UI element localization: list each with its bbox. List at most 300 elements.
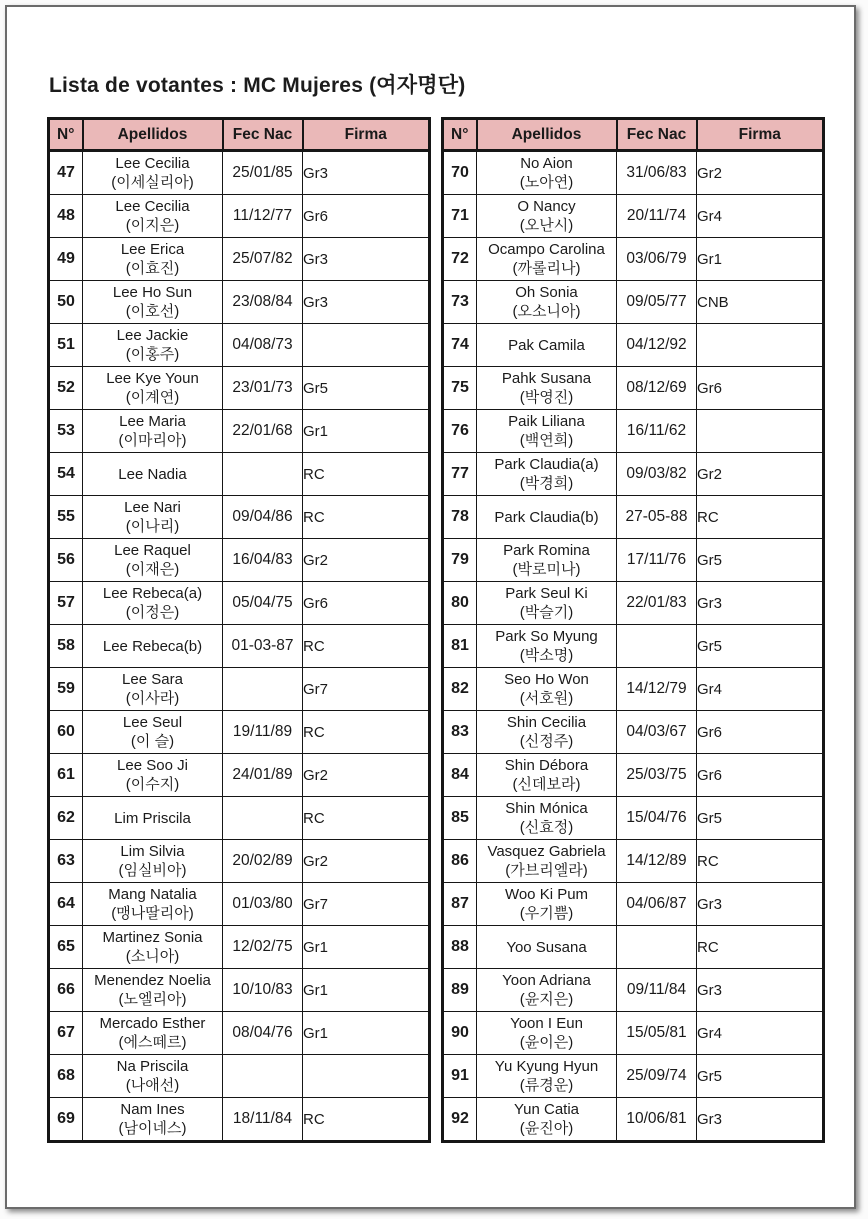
birthdate-cell: 08/12/69 bbox=[617, 367, 697, 410]
column-header-firma: Firma bbox=[303, 119, 430, 151]
name-latin: Lim Priscila bbox=[114, 809, 191, 827]
name-cell bbox=[83, 1012, 223, 1055]
table-row bbox=[443, 324, 824, 367]
birthdate-cell: 05/04/75 bbox=[223, 582, 303, 625]
name-korean: (이홍주) bbox=[125, 346, 180, 363]
column-header-apellidos: Apellidos bbox=[83, 119, 223, 151]
table-row bbox=[443, 926, 824, 969]
firma-cell: Gr3 bbox=[303, 281, 430, 324]
name-korean: (우기쁨) bbox=[519, 905, 574, 922]
table-row bbox=[443, 539, 824, 582]
birthdate-cell: 16/04/83 bbox=[223, 539, 303, 582]
firma-cell: Gr1 bbox=[303, 926, 430, 969]
birthdate-cell: 17/11/76 bbox=[617, 539, 697, 582]
birthdate-cell: 04/06/87 bbox=[617, 883, 697, 926]
name-latin: Mercado Esther bbox=[99, 1015, 206, 1032]
firma-cell: Gr4 bbox=[697, 195, 824, 238]
name-korean: (소니아) bbox=[125, 948, 180, 965]
firma-cell: Gr6 bbox=[697, 367, 824, 410]
table-row bbox=[49, 926, 430, 969]
row-number-cell: 76 bbox=[443, 410, 477, 453]
row-number-cell: 51 bbox=[49, 324, 83, 367]
firma-cell: Gr5 bbox=[697, 539, 824, 582]
birthdate-cell: 01/03/80 bbox=[223, 883, 303, 926]
row-number-cell: 61 bbox=[49, 754, 83, 797]
table-row bbox=[443, 453, 824, 496]
name-korean: (에스떼르) bbox=[118, 1034, 187, 1051]
row-number-cell: 65 bbox=[49, 926, 83, 969]
name-cell bbox=[477, 324, 617, 367]
table-row bbox=[443, 883, 824, 926]
name-korean: (이효진) bbox=[125, 260, 180, 277]
table-row bbox=[49, 969, 430, 1012]
firma-cell: Gr3 bbox=[697, 582, 824, 625]
column-header-firma: Firma bbox=[697, 119, 824, 151]
name-latin: Shin Cecilia bbox=[506, 714, 587, 731]
name-latin: Yoo Susana bbox=[506, 938, 587, 956]
name-latin: Seo Ho Won bbox=[504, 671, 589, 688]
name-cell bbox=[477, 1012, 617, 1055]
birthdate-cell: 08/04/76 bbox=[223, 1012, 303, 1055]
name-korean: (이 슬) bbox=[130, 733, 175, 750]
name-korean: (윤진아) bbox=[519, 1120, 574, 1137]
name-cell bbox=[83, 281, 223, 324]
name-latin: Yoon I Eun bbox=[510, 1015, 583, 1032]
name-latin: Lee Maria bbox=[119, 413, 186, 430]
firma-cell: RC bbox=[697, 496, 824, 539]
birthdate-cell bbox=[223, 797, 303, 840]
birthdate-cell: 25/07/82 bbox=[223, 238, 303, 281]
name-korean: (류경운) bbox=[519, 1077, 574, 1094]
table-row bbox=[49, 195, 430, 238]
birthdate-cell: 18/11/84 bbox=[223, 1098, 303, 1142]
birthdate-cell: 09/05/77 bbox=[617, 281, 697, 324]
name-korean: (임실비아) bbox=[118, 862, 187, 879]
name-korean: (이재은) bbox=[125, 561, 180, 578]
name-cell bbox=[477, 582, 617, 625]
name-korean: (이계연) bbox=[125, 389, 180, 406]
table-row bbox=[443, 151, 824, 195]
birthdate-cell: 20/02/89 bbox=[223, 840, 303, 883]
birthdate-cell bbox=[617, 926, 697, 969]
name-korean: (이지은) bbox=[125, 217, 180, 234]
row-number-cell: 81 bbox=[443, 625, 477, 668]
name-cell bbox=[83, 883, 223, 926]
name-latin: Shin Mónica bbox=[505, 800, 588, 817]
birthdate-cell: 14/12/89 bbox=[617, 840, 697, 883]
table-body-right bbox=[443, 151, 824, 1142]
table-row bbox=[443, 797, 824, 840]
firma-cell: Gr5 bbox=[697, 797, 824, 840]
column-header-number: N° bbox=[49, 119, 83, 151]
name-latin: Yu Kyung Hyun bbox=[494, 1058, 599, 1075]
row-number-cell: 75 bbox=[443, 367, 477, 410]
row-number-cell: 47 bbox=[49, 151, 83, 195]
row-number-cell: 62 bbox=[49, 797, 83, 840]
row-number-cell: 82 bbox=[443, 668, 477, 711]
row-number-cell: 87 bbox=[443, 883, 477, 926]
row-number-cell: 74 bbox=[443, 324, 477, 367]
name-korean: (이나리) bbox=[125, 518, 180, 535]
name-latin: Lee Cecilia bbox=[115, 198, 190, 215]
birthdate-cell: 24/01/89 bbox=[223, 754, 303, 797]
name-cell bbox=[83, 151, 223, 195]
name-latin: Paik Liliana bbox=[508, 413, 585, 430]
row-number-cell: 52 bbox=[49, 367, 83, 410]
name-cell bbox=[477, 625, 617, 668]
table-row bbox=[49, 539, 430, 582]
table-row bbox=[443, 496, 824, 539]
name-korean: (오난시) bbox=[519, 217, 574, 234]
birthdate-cell: 04/03/67 bbox=[617, 711, 697, 754]
row-number-cell: 91 bbox=[443, 1055, 477, 1098]
name-latin: Pak Camila bbox=[508, 336, 585, 354]
name-korean: (백연희) bbox=[519, 432, 574, 449]
name-latin: Pahk Susana bbox=[501, 370, 592, 387]
name-korean: (이세실리아) bbox=[111, 174, 194, 191]
name-cell bbox=[83, 195, 223, 238]
name-korean: (나애선) bbox=[125, 1077, 180, 1094]
name-latin: Lee Raquel bbox=[114, 542, 191, 559]
name-korean: (가브리엘라) bbox=[505, 862, 588, 879]
row-number-cell: 73 bbox=[443, 281, 477, 324]
firma-cell: RC bbox=[303, 711, 430, 754]
name-latin: Lee Rebeca(b) bbox=[102, 637, 203, 655]
column-header-number: N° bbox=[443, 119, 477, 151]
name-cell bbox=[477, 840, 617, 883]
firma-cell: Gr5 bbox=[303, 367, 430, 410]
firma-cell bbox=[303, 1055, 430, 1098]
name-latin: Lee Sara bbox=[122, 671, 183, 688]
name-latin: Oh Sonia bbox=[515, 284, 578, 301]
birthdate-cell: 09/04/86 bbox=[223, 496, 303, 539]
table-row bbox=[443, 367, 824, 410]
name-cell bbox=[477, 195, 617, 238]
birthdate-cell: 15/04/76 bbox=[617, 797, 697, 840]
name-latin: Shin Débora bbox=[504, 757, 589, 774]
birthdate-cell: 31/06/83 bbox=[617, 151, 697, 195]
name-cell bbox=[83, 926, 223, 969]
name-korean: (오소니아) bbox=[512, 303, 581, 320]
table-row bbox=[443, 711, 824, 754]
name-latin: Park Romina bbox=[503, 542, 590, 559]
column-header-apellidos: Apellidos bbox=[477, 119, 617, 151]
table-row bbox=[49, 496, 430, 539]
table-row bbox=[443, 668, 824, 711]
name-korean: (이수지) bbox=[125, 776, 180, 793]
firma-cell: Gr1 bbox=[303, 410, 430, 453]
name-cell bbox=[83, 625, 223, 668]
row-number-cell: 64 bbox=[49, 883, 83, 926]
table-body-left bbox=[49, 151, 430, 1142]
name-latin: No Aion bbox=[520, 155, 573, 172]
voter-table-right bbox=[441, 117, 825, 1143]
firma-cell: Gr7 bbox=[303, 668, 430, 711]
birthdate-cell: 23/08/84 bbox=[223, 281, 303, 324]
name-cell bbox=[477, 1055, 617, 1098]
row-number-cell: 50 bbox=[49, 281, 83, 324]
name-cell bbox=[477, 754, 617, 797]
name-latin: Park Claudia(a) bbox=[494, 456, 599, 473]
firma-cell: Gr6 bbox=[303, 195, 430, 238]
table-row bbox=[49, 324, 430, 367]
name-korean: (신데보라) bbox=[512, 776, 581, 793]
name-cell bbox=[83, 797, 223, 840]
row-number-cell: 53 bbox=[49, 410, 83, 453]
table-row bbox=[49, 883, 430, 926]
name-latin: Lee Kye Youn bbox=[106, 370, 199, 387]
firma-cell: Gr3 bbox=[697, 969, 824, 1012]
birthdate-cell bbox=[223, 1055, 303, 1098]
name-cell bbox=[477, 668, 617, 711]
name-latin: Lim Silvia bbox=[120, 843, 185, 860]
firma-cell: Gr4 bbox=[697, 1012, 824, 1055]
name-latin: Martinez Sonia bbox=[102, 929, 203, 946]
row-number-cell: 66 bbox=[49, 969, 83, 1012]
name-cell bbox=[83, 1098, 223, 1142]
birthdate-cell: 10/06/81 bbox=[617, 1098, 697, 1142]
firma-cell: RC bbox=[697, 926, 824, 969]
name-cell bbox=[83, 754, 223, 797]
name-cell bbox=[477, 410, 617, 453]
name-latin: Lee Rebeca(a) bbox=[102, 585, 203, 602]
firma-cell: Gr6 bbox=[303, 582, 430, 625]
table-row bbox=[49, 668, 430, 711]
firma-cell: Gr4 bbox=[697, 668, 824, 711]
table-row bbox=[49, 797, 430, 840]
name-cell bbox=[83, 367, 223, 410]
birthdate-cell: 14/12/79 bbox=[617, 668, 697, 711]
table-row bbox=[49, 840, 430, 883]
table-row bbox=[49, 754, 430, 797]
name-latin: Na Priscila bbox=[116, 1058, 189, 1075]
name-latin: Woo Ki Pum bbox=[504, 886, 589, 903]
table-row bbox=[443, 1012, 824, 1055]
name-cell bbox=[83, 453, 223, 496]
name-latin: Yun Catia bbox=[513, 1101, 580, 1118]
name-cell bbox=[477, 367, 617, 410]
name-korean: (노엘리아) bbox=[118, 991, 187, 1008]
table-row bbox=[49, 1012, 430, 1055]
table-row bbox=[49, 711, 430, 754]
row-number-cell: 80 bbox=[443, 582, 477, 625]
row-number-cell: 63 bbox=[49, 840, 83, 883]
birthdate-cell bbox=[617, 625, 697, 668]
name-latin: Ocampo Carolina bbox=[488, 241, 605, 258]
name-latin: O Nancy bbox=[517, 198, 576, 215]
row-number-cell: 58 bbox=[49, 625, 83, 668]
row-number-cell: 83 bbox=[443, 711, 477, 754]
table-row bbox=[49, 238, 430, 281]
name-latin: Park So Myung bbox=[495, 628, 598, 645]
table-row bbox=[443, 754, 824, 797]
name-cell bbox=[83, 539, 223, 582]
firma-cell: Gr3 bbox=[303, 238, 430, 281]
table-row bbox=[49, 410, 430, 453]
name-latin: Lee Seul bbox=[122, 714, 183, 731]
voter-table-left bbox=[47, 117, 431, 1143]
name-cell bbox=[477, 539, 617, 582]
name-korean: (노아연) bbox=[519, 174, 574, 191]
name-latin: Lee Erica bbox=[120, 241, 185, 258]
firma-cell: CNB bbox=[697, 281, 824, 324]
name-cell bbox=[83, 324, 223, 367]
birthdate-cell: 22/01/68 bbox=[223, 410, 303, 453]
firma-cell bbox=[303, 324, 430, 367]
birthdate-cell: 09/03/82 bbox=[617, 453, 697, 496]
firma-cell: Gr1 bbox=[303, 1012, 430, 1055]
name-latin: Lee Soo Ji bbox=[117, 757, 188, 774]
table-row bbox=[49, 151, 430, 195]
birthdate-cell: 15/05/81 bbox=[617, 1012, 697, 1055]
name-cell bbox=[83, 1055, 223, 1098]
name-korean: (서호원) bbox=[519, 690, 574, 707]
name-latin: Lee Ho Sun bbox=[112, 284, 193, 301]
row-number-cell: 49 bbox=[49, 238, 83, 281]
name-latin: Lee Jackie bbox=[116, 327, 189, 344]
table-row bbox=[49, 453, 430, 496]
name-korean: (신정주) bbox=[519, 733, 574, 750]
name-korean: (박경희) bbox=[519, 475, 574, 492]
name-cell bbox=[83, 969, 223, 1012]
row-number-cell: 70 bbox=[443, 151, 477, 195]
firma-cell: Gr1 bbox=[303, 969, 430, 1012]
firma-cell: RC bbox=[303, 453, 430, 496]
name-cell bbox=[477, 151, 617, 195]
name-latin: Park Claudia(b) bbox=[494, 508, 599, 526]
firma-cell: Gr3 bbox=[697, 883, 824, 926]
birthdate-cell: 01-03-87 bbox=[223, 625, 303, 668]
name-cell bbox=[83, 711, 223, 754]
table-header bbox=[443, 119, 824, 151]
row-number-cell: 48 bbox=[49, 195, 83, 238]
firma-cell: Gr2 bbox=[697, 151, 824, 195]
table-row bbox=[443, 969, 824, 1012]
firma-cell: Gr5 bbox=[697, 625, 824, 668]
page-title: Lista de votantes : MC Mujeres (여자명단) bbox=[49, 74, 466, 97]
firma-cell: RC bbox=[303, 625, 430, 668]
row-number-cell: 71 bbox=[443, 195, 477, 238]
name-cell bbox=[477, 496, 617, 539]
firma-cell bbox=[697, 410, 824, 453]
table-row bbox=[49, 281, 430, 324]
birthdate-cell: 27-05-88 bbox=[617, 496, 697, 539]
name-korean: (박로미나) bbox=[512, 561, 581, 578]
name-korean: (박소명) bbox=[519, 647, 574, 664]
column-header-fecnac: Fec Nac bbox=[223, 119, 303, 151]
name-korean: (윤이은) bbox=[519, 1034, 574, 1051]
name-latin: Lee Nari bbox=[124, 499, 181, 516]
firma-cell: Gr3 bbox=[697, 1098, 824, 1142]
document-page bbox=[5, 5, 856, 1209]
tables-container bbox=[47, 117, 854, 1143]
table-header bbox=[49, 119, 430, 151]
row-number-cell: 68 bbox=[49, 1055, 83, 1098]
row-number-cell: 56 bbox=[49, 539, 83, 582]
birthdate-cell: 19/11/89 bbox=[223, 711, 303, 754]
name-latin: Lee Nadia bbox=[118, 465, 187, 483]
table-row bbox=[443, 625, 824, 668]
name-cell bbox=[477, 711, 617, 754]
name-latin: Lee Cecilia bbox=[115, 155, 190, 172]
name-korean: (이호선) bbox=[125, 303, 180, 320]
name-latin: Park Seul Ki bbox=[505, 585, 588, 602]
row-number-cell: 55 bbox=[49, 496, 83, 539]
name-cell bbox=[83, 496, 223, 539]
birthdate-cell: 04/08/73 bbox=[223, 324, 303, 367]
birthdate-cell: 20/11/74 bbox=[617, 195, 697, 238]
table-row bbox=[49, 367, 430, 410]
name-korean: (이사라) bbox=[125, 690, 180, 707]
birthdate-cell: 25/03/75 bbox=[617, 754, 697, 797]
table-row bbox=[49, 625, 430, 668]
row-number-cell: 90 bbox=[443, 1012, 477, 1055]
row-number-cell: 54 bbox=[49, 453, 83, 496]
name-cell bbox=[83, 582, 223, 625]
name-latin: Mang Natalia bbox=[108, 886, 197, 903]
row-number-cell: 84 bbox=[443, 754, 477, 797]
name-korean: (맹나딸리아) bbox=[111, 905, 194, 922]
row-number-cell: 60 bbox=[49, 711, 83, 754]
firma-cell: Gr6 bbox=[697, 711, 824, 754]
firma-cell: RC bbox=[303, 1098, 430, 1142]
name-korean: (윤지은) bbox=[519, 991, 574, 1008]
name-cell bbox=[477, 926, 617, 969]
table-row bbox=[443, 840, 824, 883]
row-number-cell: 78 bbox=[443, 496, 477, 539]
birthdate-cell: 25/09/74 bbox=[617, 1055, 697, 1098]
table-row bbox=[49, 1098, 430, 1142]
firma-cell: RC bbox=[303, 797, 430, 840]
birthdate-cell: 03/06/79 bbox=[617, 238, 697, 281]
name-latin: Nam Ines bbox=[120, 1101, 185, 1118]
firma-cell: Gr6 bbox=[697, 754, 824, 797]
birthdate-cell: 22/01/83 bbox=[617, 582, 697, 625]
name-cell bbox=[83, 238, 223, 281]
name-latin: Vasquez Gabriela bbox=[487, 843, 606, 860]
row-number-cell: 59 bbox=[49, 668, 83, 711]
row-number-cell: 92 bbox=[443, 1098, 477, 1142]
column-header-fecnac: Fec Nac bbox=[617, 119, 697, 151]
table-row bbox=[443, 1098, 824, 1142]
row-number-cell: 67 bbox=[49, 1012, 83, 1055]
firma-cell bbox=[697, 324, 824, 367]
name-korean: (박슬기) bbox=[519, 604, 574, 621]
row-number-cell: 77 bbox=[443, 453, 477, 496]
row-number-cell: 79 bbox=[443, 539, 477, 582]
name-korean: (이마리아) bbox=[118, 432, 187, 449]
table-row bbox=[49, 582, 430, 625]
firma-cell: RC bbox=[303, 496, 430, 539]
firma-cell: RC bbox=[697, 840, 824, 883]
birthdate-cell: 25/01/85 bbox=[223, 151, 303, 195]
birthdate-cell: 04/12/92 bbox=[617, 324, 697, 367]
table-row bbox=[443, 582, 824, 625]
name-korean: (이정은) bbox=[125, 604, 180, 621]
firma-cell: Gr2 bbox=[303, 539, 430, 582]
row-number-cell: 72 bbox=[443, 238, 477, 281]
name-cell bbox=[477, 969, 617, 1012]
table-row bbox=[443, 410, 824, 453]
name-latin: Yoon Adriana bbox=[502, 972, 591, 989]
birthdate-cell: 10/10/83 bbox=[223, 969, 303, 1012]
name-korean: (남이네스) bbox=[118, 1120, 187, 1137]
firma-cell: Gr2 bbox=[303, 754, 430, 797]
birthdate-cell: 16/11/62 bbox=[617, 410, 697, 453]
name-korean: (박영진) bbox=[519, 389, 574, 406]
name-cell bbox=[477, 281, 617, 324]
name-cell bbox=[477, 1098, 617, 1142]
